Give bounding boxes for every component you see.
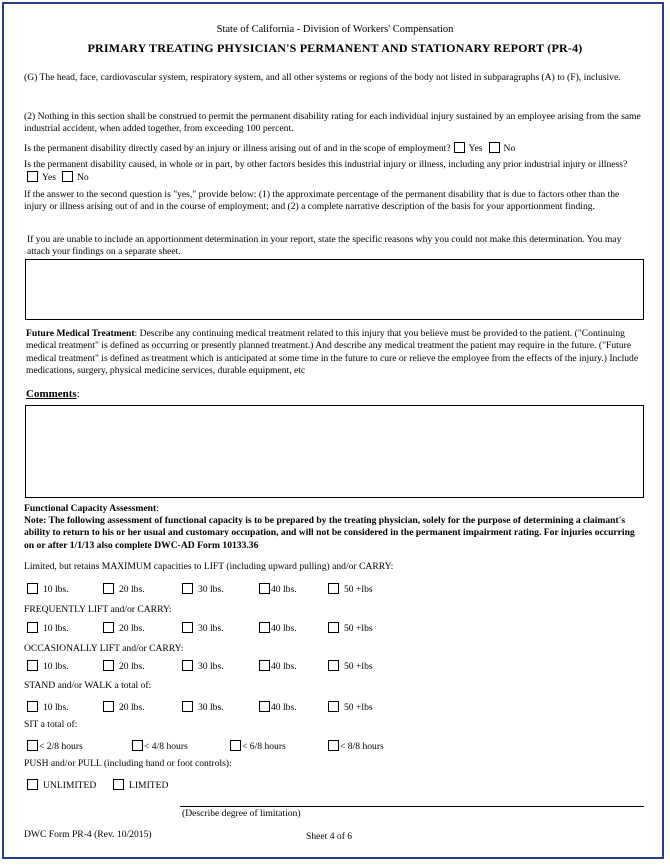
option-label: < 4/8 hours <box>144 741 188 752</box>
q1-yes-label: Yes <box>468 143 483 154</box>
future-medical-text: : Describe any continuing medical treatment related to this injury that you believe must be provided to the patient. ("Continuing medical treatment" is defined as occurring or presently planned treatment.) And describe any medical treatment the patient may require in the future. ("Future medical treatment" is defined as treatment which is anticipated at some time in the future to cure or relieve the employee from the effects of the injury.) Include medications, surgery, physical medicine services, durable equipment, etc <box>26 328 639 377</box>
option-label: 20 lbs. <box>119 623 145 634</box>
option-label: 30 lbs. <box>198 661 224 672</box>
checkbox[interactable] <box>27 740 38 751</box>
paragraph-g: (G) The head, face, cardiovascular system, respiratory system, and all other systems or regions of the body not listed in subparagraphs (A) to (F), inclusive. <box>24 72 621 83</box>
q2-yes-checkbox[interactable] <box>27 171 38 182</box>
option-label: < 6/8 hours <box>242 741 286 752</box>
checkbox[interactable] <box>113 779 124 790</box>
unable-instructions: If you are unable to include an apportionment determination in your report, state the specific reasons why you could not make this determination. You may attach your findings on a separate sheet. <box>27 234 622 258</box>
push-limited[interactable] <box>113 779 168 791</box>
footer-form-id: DWC Form PR-4 (Rev. 10/2015) <box>24 829 152 840</box>
lift-max-label: Limited, but retains MAXIMUM capacities to LIFT (including upward pulling) and/or CARRY: <box>24 561 394 572</box>
q1-yes-checkbox[interactable] <box>454 142 465 153</box>
q1-no-checkbox[interactable] <box>489 142 500 153</box>
q2-no-checkbox[interactable] <box>62 171 73 182</box>
checkbox[interactable] <box>259 701 270 712</box>
checkbox[interactable] <box>230 740 241 751</box>
stand-40[interactable] <box>259 701 297 713</box>
sit-6-8[interactable] <box>230 740 286 752</box>
checkbox[interactable] <box>259 660 270 671</box>
option-label: 40 lbs. <box>271 584 297 595</box>
option-label: LIMITED <box>129 780 169 791</box>
stand-30[interactable] <box>182 701 224 713</box>
option-label: < 8/8 hours <box>340 741 384 752</box>
freq-50[interactable] <box>328 622 373 634</box>
option-label: 20 lbs. <box>119 661 145 672</box>
option-label: 10 lbs. <box>43 702 69 713</box>
paragraph-2: (2) Nothing in this section shall be construed to permit the permanent disability rating for each individual injury sustained by an employee arising from the same industrial accident, when added together, from exceeding 100 percent. <box>24 111 641 135</box>
option-label: 40 lbs. <box>271 623 297 634</box>
sit-label: SIT a total of: <box>24 719 78 730</box>
checkbox[interactable] <box>182 701 193 712</box>
occ-10[interactable] <box>27 660 69 672</box>
occ-30[interactable] <box>182 660 224 672</box>
future-medical-section <box>26 328 644 378</box>
option-label: 40 lbs. <box>271 702 297 713</box>
q1-no-label: No <box>503 143 516 154</box>
limitation-description-caption: (Describe degree of limitation) <box>182 808 301 819</box>
lift-max-10[interactable] <box>27 583 69 595</box>
stand-10[interactable] <box>27 701 69 713</box>
option-label: 30 lbs. <box>198 584 224 595</box>
option-label: UNLIMITED <box>43 780 97 791</box>
checkbox[interactable] <box>328 583 339 594</box>
stand-20[interactable] <box>103 701 145 713</box>
fca-colon: : <box>156 503 159 514</box>
checkbox[interactable] <box>328 660 339 671</box>
freq-30[interactable] <box>182 622 224 634</box>
checkbox[interactable] <box>259 583 270 594</box>
lift-max-30[interactable] <box>182 583 224 595</box>
question-direct-cause <box>24 142 654 155</box>
checkbox[interactable] <box>182 622 193 633</box>
lift-max-20[interactable] <box>103 583 145 595</box>
checkbox[interactable] <box>182 660 193 671</box>
option-label: 10 lbs. <box>43 661 69 672</box>
comments-colon: : <box>76 388 80 400</box>
option-label: 50 +lbs <box>344 661 373 672</box>
option-label: 10 lbs. <box>43 584 69 595</box>
fca-heading-row <box>24 503 159 514</box>
form-title: PRIMARY TREATING PHYSICIAN'S PERMANENT AND STATIONARY REPORT (PR-4) <box>87 41 583 55</box>
fca-heading: Functional Capacity Assessment <box>24 503 157 514</box>
option-label: 10 lbs. <box>43 623 69 634</box>
push-pull-label: PUSH and/or PULL (including hand or foot controls): <box>24 758 232 769</box>
option-label: < 2/8 hours <box>39 741 83 752</box>
freq-40[interactable] <box>259 622 297 634</box>
checkbox[interactable] <box>328 740 339 751</box>
checkbox[interactable] <box>328 622 339 633</box>
option-label: 30 lbs. <box>198 623 224 634</box>
sit-4-8[interactable] <box>132 740 188 752</box>
apportionment-textbox[interactable] <box>25 259 644 320</box>
fca-note: Note: The following assessment of functional capacity is to be prepared by the treating physician, solely for the purpose of determining a claimant's ability to return to his or her usual and customary occupation, and will not be considered in the permanent impairment rating. For injuries occurring on or after 1/1/13 also complete DWC-AD Form 10133.36 <box>24 515 635 551</box>
stand-walk-label: STAND and/or WALK a total of: <box>24 680 152 691</box>
occ-20[interactable] <box>103 660 145 672</box>
footer-sheet: Sheet 4 of 6 <box>306 831 353 842</box>
comments-textbox[interactable] <box>25 405 644 498</box>
stand-50[interactable] <box>328 701 373 713</box>
occ-50[interactable] <box>328 660 373 672</box>
checkbox[interactable] <box>103 660 114 671</box>
checkbox[interactable] <box>259 622 270 633</box>
checkbox[interactable] <box>27 583 38 594</box>
apportionment-instructions: If the answer to the second question is "yes," provide below: (1) the approximate percentage of the permanent disability that is due to factors other than the injury or illness arising out of and in the course of employment; and (2) a complete narrative description of the basis for your apportionment finding. <box>24 189 620 213</box>
checkbox[interactable] <box>132 740 143 751</box>
checkbox[interactable] <box>182 583 193 594</box>
option-label: 20 lbs. <box>119 584 145 595</box>
checkbox[interactable] <box>103 701 114 712</box>
future-medical-heading: Future Medical Treatment <box>26 328 135 339</box>
option-label: 50 +lbs <box>344 623 373 634</box>
sit-2-8[interactable] <box>27 740 83 752</box>
comments-heading: Comments <box>26 388 77 400</box>
option-label: 50 +lbs <box>344 702 373 713</box>
q2-yes-label: Yes <box>42 172 56 184</box>
option-label: 50 +lbs <box>344 584 373 595</box>
checkbox[interactable] <box>27 701 38 712</box>
checkbox[interactable] <box>27 779 38 790</box>
sit-8-8[interactable] <box>328 740 384 752</box>
option-label: 30 lbs. <box>198 702 224 713</box>
lift-max-50[interactable] <box>328 583 373 595</box>
freq-20[interactable] <box>103 622 145 634</box>
comments-label-row <box>26 388 80 400</box>
option-label: 20 lbs. <box>119 702 145 713</box>
occ-40[interactable] <box>259 660 297 672</box>
q2-no-label: No <box>76 172 89 184</box>
agency-header: State of California - Division of Workers' Compensation <box>216 24 454 35</box>
checkbox[interactable] <box>27 660 38 671</box>
frequently-label: FREQUENTLY LIFT and/or CARRY: <box>24 604 172 615</box>
limitation-description-line[interactable] <box>180 806 644 807</box>
checkbox[interactable] <box>27 622 38 633</box>
option-label: 40 lbs. <box>271 661 297 672</box>
question-other-factors-text: Is the permanent disability caused, in whole or in part, by other factors besides this industrial injury or illness, including any prior industrial injury or illness? <box>24 159 628 170</box>
checkbox[interactable] <box>103 583 114 594</box>
push-unlimited[interactable] <box>27 779 96 791</box>
checkbox[interactable] <box>103 622 114 633</box>
lift-max-40[interactable] <box>259 583 297 595</box>
checkbox[interactable] <box>328 701 339 712</box>
question-direct-cause-text: Is the permanent disability directly cased by an injury or illness arising out of and in the scope of employment? <box>24 143 451 154</box>
question-other-factors <box>24 159 644 185</box>
occasionally-label: OCCASIONALLY LIFT and/or CARRY: <box>24 643 184 654</box>
freq-10[interactable] <box>27 622 69 634</box>
